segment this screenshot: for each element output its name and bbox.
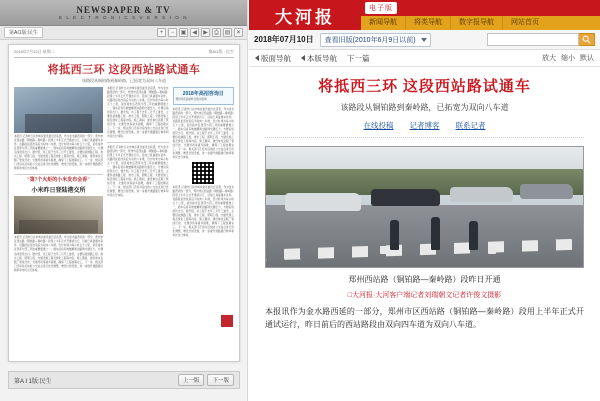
newspaper-column-mid xyxy=(107,87,168,273)
photo-person xyxy=(469,221,478,250)
site-logo[interactable]: 大河报 xyxy=(275,7,335,27)
divider xyxy=(14,174,103,175)
next-page-button[interactable]: 下一版 xyxy=(207,374,234,386)
current-date: 2018年07月10日 xyxy=(254,35,314,44)
search-area xyxy=(487,33,595,46)
qr-code-icon xyxy=(192,162,214,184)
zoom-controls xyxy=(542,53,594,63)
header-right xyxy=(361,0,600,30)
newspaper-body-text: 本报讯 记者昨日从市城乡建设委员会获悉，作为金水路西延的一部分，郑州市区西站路（铜铂路—秦岭路）段用上半年正式开通试运行，目前已具备通车条件。该路段拓宽改造后为双向八车道，设计时速为每小时五十公里，是连接市区西部与西三环的重要通道之一，通车后将有效缓解周边路网交通压力，方便沿线居民出行。据介绍，该工程于去年三月开工建设，主要包括道路工程、排水工程、照明工程、交通设施工程及绿化工程等内容。施工期间，建设单位克服了管线迁改、交通导改等诸多困难，确保了工程按期完工。下一步，相关部门还将对沿线的公交站点进行优化调整，增设过街设施，进一步提升道路通行效率和市民出行体验。 xyxy=(14,135,104,171)
nav-item-digital[interactable]: 数字报导航 xyxy=(451,16,503,30)
viewer-masthead xyxy=(0,0,247,26)
zoom-reset-button[interactable]: 默认 xyxy=(580,55,594,62)
article-content xyxy=(249,67,600,332)
photo-car xyxy=(520,184,574,198)
newspaper-subheadline-2: 小米昨日登陆港交所 xyxy=(31,187,86,194)
newspaper-column-right xyxy=(173,87,234,273)
link-contact-reporter[interactable]: 联系记者 xyxy=(455,121,486,130)
chevron-down-icon xyxy=(421,38,427,42)
fit-page-icon[interactable]: ▣ xyxy=(180,29,187,36)
newspaper-column-left xyxy=(14,87,103,273)
section-nav-label: 本版导航 xyxy=(307,53,337,63)
newspaper-body-text-5: 本报讯 记者昨日从市城乡建设委员会获悉，作为金水路西延的一部分，郑州市区西站路（铜铂路—秦岭路）段用上半年正式开通试运行，目前已具备通车条件。该路段拓宽改造后为双向八车道，设计时速为每小时五十公里，是连接市区西部与西三环的重要通道之一，通车后将有效缓解周边路网交通压力，方便沿线居民出行。据介绍，该工程于去年三月开工建设，主要包括道路工程、排水工程、照明工程、交通设施工程及绿化工程等内容。施工期间，建设单位克服了管线迁改、交通导改等诸多困难，确保了工程按期完工。下一步，相关部门还将对沿线的公交站点进行优化调整，增设过街设施，进一步提升道路通行效率和市民出行体验。 xyxy=(172,108,234,160)
newspaper-body-text-4: 本报讯 记者昨日从市城乡建设委员会获悉，作为金水路西延的一部分，郑州市区西站路（铜铂路—秦岭路）段用上半年正式开通试运行，目前已具备通车条件。该路段拓宽改造后为双向八车道，设计时速为每小时五十公里，是连接市区西部与西三环的重要通道之一，通车后将有效缓解周边路网交通压力，方便沿线居民出行。据介绍，该工程于去年三月开工建设，主要包括道路工程、排水工程、照明工程、交通设施工程及绿化工程等内容。施工期间，建设单位克服了管线迁改、交通导改等诸多困难，确保了工程按期完工。下一步，相关部门还将对沿线的公交站点进行优化调整，增设过街设施，进一步提升道路通行效率和市民出行体验。 xyxy=(107,146,169,198)
photo-person xyxy=(431,217,440,250)
nav-item-news[interactable]: 新闻导航 xyxy=(361,16,406,30)
newspaper-page-header xyxy=(14,49,234,58)
page-color-mark xyxy=(221,315,233,327)
edition-dropdown[interactable] xyxy=(320,33,431,47)
photo-car xyxy=(371,189,441,206)
photo-person xyxy=(390,220,399,250)
header-badge-row xyxy=(361,0,600,16)
divider xyxy=(107,142,168,143)
newspaper-body-text-3: 本报讯 记者昨日从市城乡建设委员会获悉，作为金水路西延的一部分，郑州市区西站路（铜铂路—秦岭路）段用上半年正式开通试运行，目前已具备通车条件。该路段拓宽改造后为双向八车道，设计时速为每小时五十公里，是连接市区西部与西三环的重要通道之一，通车后将有效缓解周边路网交通压力，方便沿线居民出行。据介绍，该工程于去年三月开工建设，主要包括道路工程、排水工程、照明工程、交通设施工程及绿化工程等内容。施工期间，建设单位克服了管线迁改、交通导改等诸多困难，确保了工程按期完工。下一步，相关部门还将对沿线的公交站点进行优化调整，增设过街设施，进一步提升道路通行效率和市民出行体验。 xyxy=(107,87,169,139)
photo-bucket xyxy=(421,246,429,254)
triangle-left-icon xyxy=(255,55,259,61)
newspaper-photo-main xyxy=(14,87,103,133)
article-title: 将抵西三环 这段西站路试通车 xyxy=(318,79,531,95)
sidebar-box-title: 2018年高招咨询日 xyxy=(182,91,224,97)
section-nav-button[interactable] xyxy=(301,53,337,64)
next-article-button[interactable] xyxy=(347,53,370,64)
save-icon[interactable]: ▤ xyxy=(224,29,231,36)
edition-badge: 电子版 xyxy=(365,2,397,14)
newspaper-subheadline-1: "第7个火炬的小米发布会香" xyxy=(27,178,91,184)
nav-item-home[interactable]: 网站首页 xyxy=(511,19,539,26)
prev-page-button[interactable]: 上一版 xyxy=(178,374,205,386)
newspaper-section: 第AI1版 · 民生 xyxy=(208,49,234,54)
date-bar xyxy=(249,30,600,50)
zoom-out-button[interactable]: 缩小 xyxy=(561,55,575,62)
newspaper-sidebar-box xyxy=(173,87,234,105)
newspaper-body-text-6: 本报讯 记者昨日从市城乡建设委员会获悉，作为金水路西延的一部分，郑州市区西站路（铜铂路—秦岭路）段用上半年正式开通试运行，目前已具备通车条件。该路段拓宽改造后为双向八车道，设计时速为每小时五十公里，是连接市区西部与西三环的重要通道之一，通车后将有效缓解周边路网交通压力，方便沿线居民出行。据介绍，该工程于去年三月开工建设，主要包括道路工程、排水工程、照明工程、交通设施工程及绿化工程等内容。施工期间，建设单位克服了管线迁改、交通导改等诸多困难，确保了工程按期完工。下一步，相关部门还将对沿线的公交站点进行优化调整，增设过街设施，进一步提升道路通行效率和市民出行体验。 xyxy=(172,186,234,238)
article-body: 本报讯作为金水路西延的一部分，郑州市区西站路（铜铂路—秦岭路）段用上半年正式开通试运行，昨日前后的西站路段由双向四车道为双向八车道。 xyxy=(265,307,584,329)
newspaper-headline: 将抵西三环 这段西站路试通车 xyxy=(47,64,201,76)
search-icon[interactable] xyxy=(579,33,595,46)
viewer-toolbar-icons xyxy=(157,28,243,37)
newspaper-page-image[interactable] xyxy=(8,44,240,362)
newspaper-subhead: 该路段从铜铂路到秦岭路，已拓宽为双向八车道 xyxy=(82,78,166,83)
close-icon[interactable]: ✕ xyxy=(235,29,242,36)
photo-bucket xyxy=(488,246,496,254)
newspaper-viewer-pane xyxy=(0,0,248,401)
article-photo xyxy=(265,146,584,268)
article-photo-caption: 郑州西站路（铜铂路—秦岭路）段昨日开通 xyxy=(348,275,501,284)
zoom-in-button[interactable]: 放大 xyxy=(542,55,556,62)
newspaper-photo-secondary xyxy=(14,196,103,234)
main-nav xyxy=(361,16,600,30)
viewer-page-label: 第AI1版:民生 xyxy=(4,27,43,38)
photo-bucket xyxy=(380,246,388,254)
article-subtitle: 该路段从铜铂路到秦岭路，已拓宽为双向八车道 xyxy=(340,103,509,112)
search-input[interactable] xyxy=(487,33,579,46)
footer-page-label: 第A I 1版:民生 xyxy=(14,378,52,385)
zoom-in-icon[interactable]: + xyxy=(157,28,166,37)
masthead-subtitle: E L E C T R O N I C S V E R S I O N xyxy=(58,15,189,20)
viewer-footer-bar xyxy=(8,371,240,389)
next-article-label: 下一篇 xyxy=(347,53,370,63)
site-header xyxy=(249,0,600,30)
link-reporter-blog[interactable]: 记者博客 xyxy=(409,121,440,130)
viewer-toolbar xyxy=(0,26,247,40)
zoom-out-icon[interactable]: − xyxy=(168,28,177,37)
newspaper-body-text-2: 本报讯 记者昨日从市城乡建设委员会获悉，作为金水路西延的一部分，郑州市区西站路（铜铂路—秦岭路）段用上半年正式开通试运行，目前已具备通车条件。该路段拓宽改造后为双向八车道，设计时速为每小时五十公里，是连接市区西部与西三环的重要通道之一，通车后将有效缓解周边路网交通压力，方便沿线居民出行。据介绍，该工程于去年三月开工建设，主要包括道路工程、排水工程、照明工程、交通设施工程及绿化工程等内容。施工期间，建设单位克服了管线迁改、交通导改等诸多困难，确保了工程按期完工。下一步，相关部门还将对沿线的公交站点进行优化调整，增设过街设施，进一步提升道路通行效率和市民出行体验。 xyxy=(14,236,104,272)
photo-car xyxy=(450,187,513,203)
article-pane xyxy=(249,0,600,401)
page-nav-button[interactable] xyxy=(255,53,291,64)
article-links xyxy=(265,120,584,138)
edition-dropdown-label: 查看旧版(2010年6月9日以前) xyxy=(324,36,416,44)
link-submit-article[interactable]: 在线投稿 xyxy=(363,121,394,130)
footer-nav-buttons xyxy=(178,374,234,386)
photo-car xyxy=(285,193,361,211)
next-icon[interactable]: ▶ xyxy=(201,28,210,37)
sidebar-box-subtitle: 郑州多所高校昨日集中咨询 xyxy=(175,98,207,101)
nav-item-category[interactable]: 将类导航 xyxy=(406,16,451,30)
newspaper-columns xyxy=(14,87,234,273)
page-nav-label: 版面导航 xyxy=(261,53,291,63)
article-photo-credit: □大河报·大河客户端记者刘瑞朝文记者许俊文摄影 xyxy=(347,292,502,299)
newspaper-date: 2018年7月10日 星期二 xyxy=(14,49,55,54)
prev-icon[interactable]: ◀ xyxy=(190,28,199,37)
print-icon[interactable]: ⎙ xyxy=(212,28,221,37)
article-subnav xyxy=(249,50,600,67)
triangle-left-icon xyxy=(301,55,305,61)
masthead-title: NEWSPAPER & TV xyxy=(76,5,171,15)
